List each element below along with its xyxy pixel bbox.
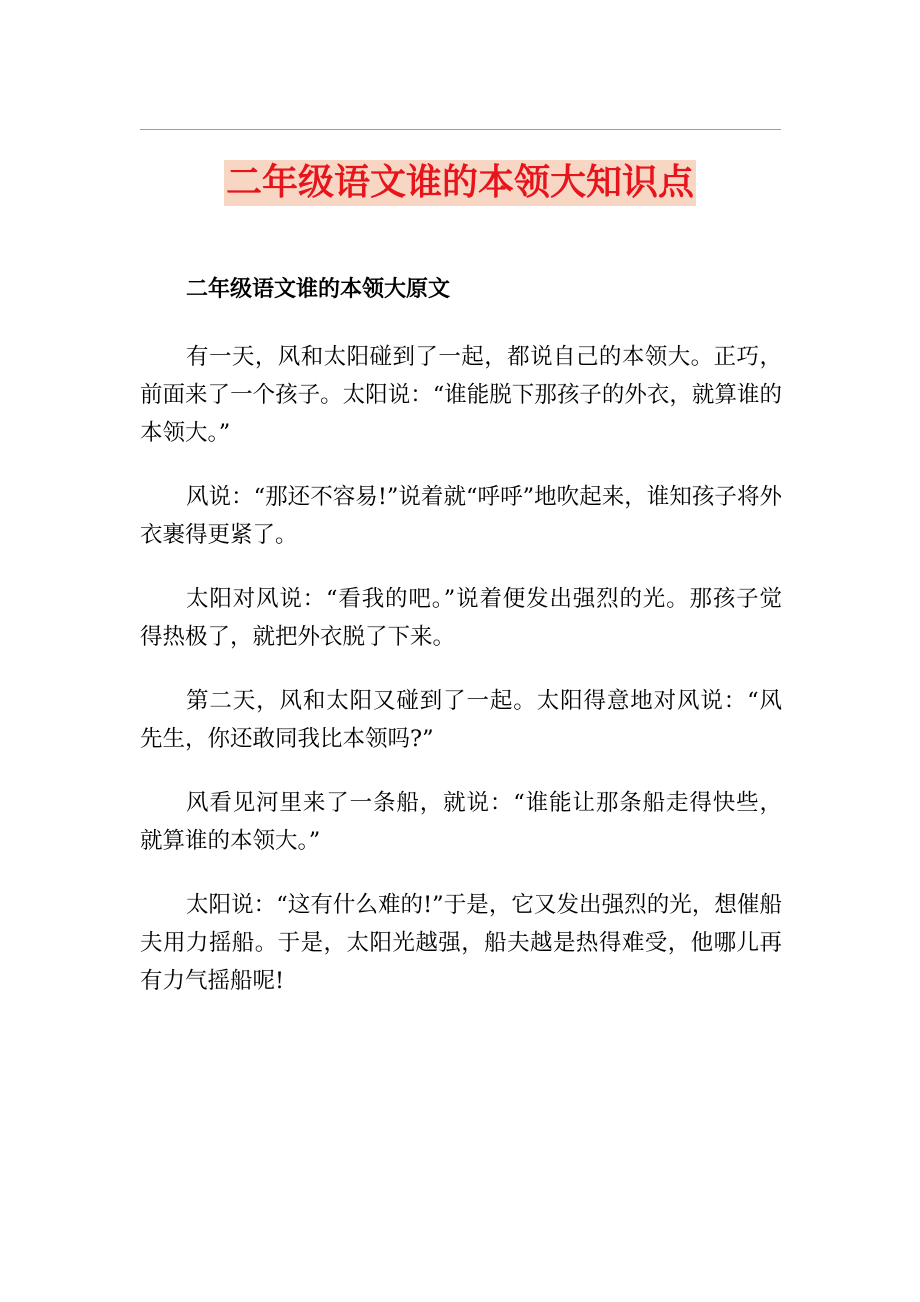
paragraph-3: 太阳对风说：“看我的吧。”说着便发出强烈的光。那孩子觉得热极了，就把外衣脱了下来。 (140, 586, 782, 650)
paragraph-2: 风说：“那还不容易!”说着就“呼呼”地吹起来，谁知孩子将外衣裹得更紧了。 (140, 484, 782, 548)
paragraph-5: 风看见河里来了一条船，就说：“谁能让那条船走得快些，就算谁的本领大。” (140, 790, 782, 854)
document-title: 二年级语文谁的本领大知识点 (224, 160, 696, 206)
header-divider (140, 129, 781, 130)
paragraph-6: 太阳说：“这有什么难的!”于是，它又发出强烈的光，想催船夫用力摇船。于是，太阳光越强，船夫越是热得难受，他哪儿再有力气摇船呢! (140, 892, 782, 994)
paragraph-4: 第二天，风和太阳又碰到了一起。太阳得意地对风说：“风先生，你还敢同我比本领吗?” (140, 688, 782, 752)
title-container (0, 160, 920, 206)
document-body (140, 268, 782, 1000)
section-heading: 二年级语文谁的本领大原文 (186, 277, 451, 302)
paragraph-1: 有一天，风和太阳碰到了一起，都说自己的本领大。正巧，前面来了一个孩子。太阳说：“谁能脱下那孩子的外衣，就算谁的本领大。” (140, 344, 782, 446)
